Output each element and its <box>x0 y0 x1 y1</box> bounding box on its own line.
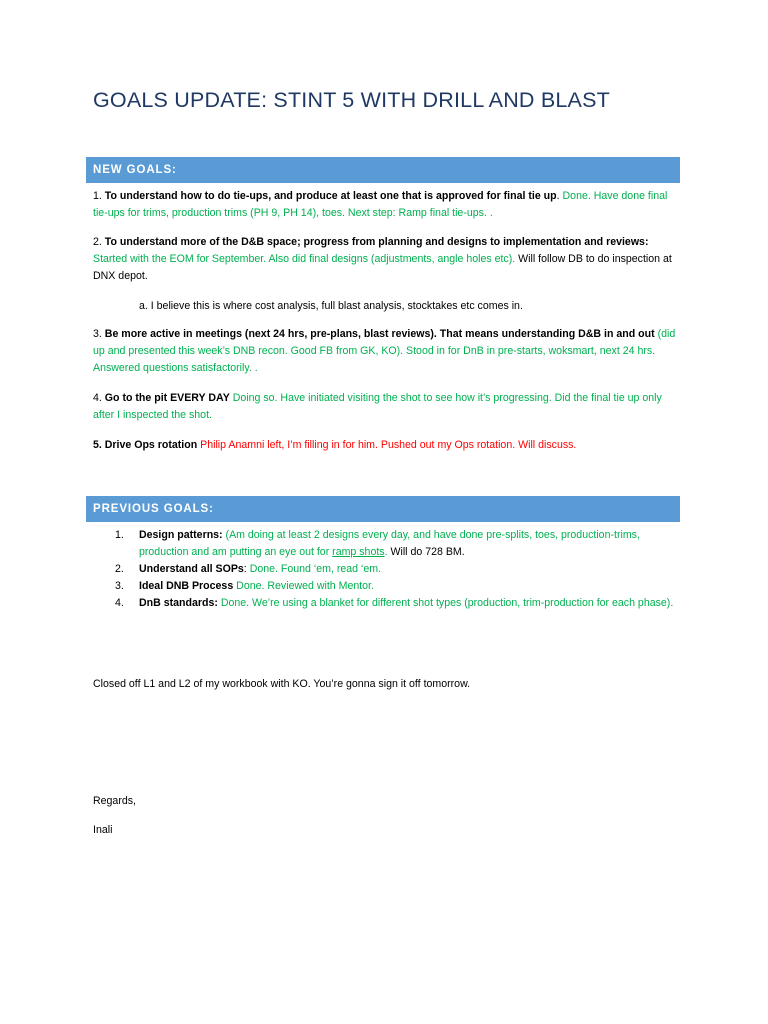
item-title: DnB standards: <box>139 597 218 609</box>
item-number: 1. <box>115 529 124 541</box>
item-number: 4. <box>115 597 124 609</box>
list-item <box>93 595 678 612</box>
item-note: Will do 728 BM. <box>387 546 465 558</box>
item-status-end: . <box>384 546 388 558</box>
item-number: 3. <box>115 580 124 592</box>
item-status: (Am doing at least 2 designs every day, and have done pre-splits, toes, production-trims, production and am putting an eye out for <box>139 529 640 558</box>
list-item <box>93 578 678 595</box>
goal-number: 1. <box>93 190 102 202</box>
goal-title: 5. Drive Ops rotation <box>93 439 198 451</box>
goal-note: Will follow DB to do inspection at DNX depot. <box>93 253 672 282</box>
ramp-shots-underlined: ramp shots <box>332 546 385 558</box>
new-goal-5 <box>93 437 678 454</box>
item-colon: : <box>243 563 247 575</box>
goal-title: To understand more of the D&B space; progress from planning and designs to implementation and reviews: <box>101 236 649 248</box>
goal-number: 2. <box>93 236 102 248</box>
new-goals-header: NEW GOALS: <box>86 157 680 183</box>
new-goal-2 <box>93 234 678 285</box>
regards-text: Regards, <box>93 795 136 807</box>
goal-number: 4. <box>93 392 102 404</box>
goal-status: Started with the EOM for September. Also did final designs (adjustments, angle holes etc). <box>93 253 516 265</box>
page-title: GOALS UPDATE: STINT 5 WITH DRILL AND BLAST <box>93 88 610 112</box>
item-status: Done. Found ‘em, read ‘em. <box>246 563 382 575</box>
goal-number: 3. <box>93 328 102 340</box>
item-status: Done. We’re using a blanket for different shot types (production, trim-production for each phase). <box>217 597 674 609</box>
item-title: Design patterns: <box>139 529 223 541</box>
signature: Inali <box>93 824 113 836</box>
goal-status: Doing so. Have initiated visiting the shot to see how it’s progressing. Did the final tie up only after I inspected the shot. <box>93 392 662 421</box>
new-goal-4 <box>93 390 678 424</box>
goal-status: (did up and presented this week’s DNB recon. Good FB from GK, KO). Stood in for DnB in pre-starts, woksmart, next 24 hrs. Answered questions satisfactorily. . <box>93 328 676 374</box>
goal-punctuation: . <box>556 190 560 202</box>
goal-status: Done. Have done final tie-ups for trims, production trims (PH 9, PH 14), toes. Next step: Ramp final tie-ups. . <box>93 190 668 219</box>
previous-goals-header: PREVIOUS GOALS: <box>86 496 680 522</box>
new-goal-2a: a. I believe this is where cost analysis, full blast analysis, stocktakes etc comes in. <box>139 300 523 312</box>
item-status: Done. Reviewed with Mentor. <box>233 580 374 592</box>
goal-title: Go to the pit EVERY DAY <box>101 392 230 404</box>
previous-goals-list <box>93 527 678 612</box>
new-goal-3 <box>93 326 678 377</box>
goal-title: To understand how to do tie-ups, and produce at least one that is approved for final tie up <box>101 190 557 202</box>
item-title: Ideal DNB Process <box>139 580 234 592</box>
closing-note: Closed off L1 and L2 of my workbook with KO. You’re gonna sign it off tomorrow. <box>93 678 471 690</box>
list-item <box>93 561 678 578</box>
new-goal-1 <box>93 188 678 222</box>
list-item <box>93 527 678 561</box>
item-number: 2. <box>115 563 124 575</box>
goal-status: Philip Anamni left, I’m filling in for him. Pushed out my Ops rotation. Will discuss. <box>197 439 577 451</box>
goal-title: Be more active in meetings (next 24 hrs, pre-plans, blast reviews). That means understanding D&B in and out <box>101 328 655 340</box>
item-title: Understand all SOPs <box>139 563 244 575</box>
